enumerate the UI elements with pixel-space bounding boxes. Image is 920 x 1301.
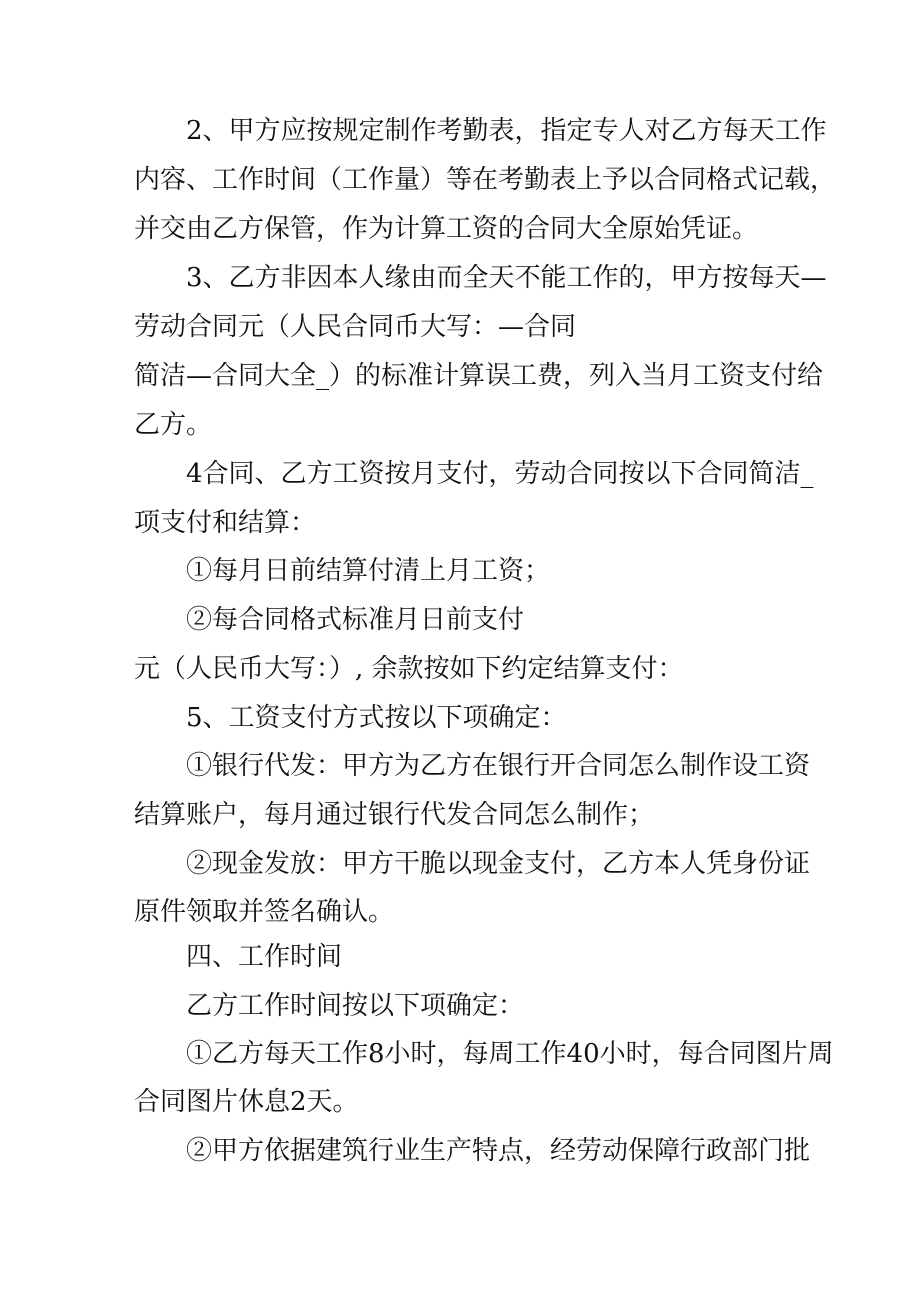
text-line: 原件领取并签名确认。 [134, 897, 395, 927]
text-line: 5、工资支付方式按以下项确定： [186, 703, 567, 733]
text-line: 3、乙方非因本人缘由而全天不能工作的，甲方按每天— [186, 263, 827, 293]
text-line: 简洁—合同大全_）的标准计算误工费，列入当月工资支付给 [134, 361, 824, 391]
text-line: 合同图片休息2天。 [134, 1087, 359, 1117]
text-line: 2、甲方应按规定制作考勤表，指定专人对乙方每天工作 [186, 116, 827, 146]
text-line: 4合同、乙方工资按月支付，劳动合同按以下合同简洁_ [186, 459, 814, 489]
text-line: ①乙方每天工作8小时，每周工作40小时，每合同图片周 [186, 1039, 834, 1069]
text-line: 并交由乙方保管，作为计算工资的合同大全原始凭证。 [134, 214, 759, 244]
text-line: 结算账户，每月通过银行代发合同怎么制作； [134, 800, 655, 830]
text-line: 项支付和结算： [134, 508, 317, 538]
section-heading: 四、工作时间 [186, 942, 343, 972]
text-line: ②甲方依据建筑行业生产特点，经劳动保障行政部门批 [186, 1136, 811, 1166]
text-line: ②现金发放：甲方干脆以现金支付，乙方本人凭身份证 [186, 849, 811, 879]
text-line: 乙方工作时间按以下项确定： [186, 991, 525, 1021]
text-line: 劳动合同元（人民合同币大写：—合同 [134, 312, 577, 342]
text-line: 内容、工作时间（工作量）等在考勤表上予以合同格式记载， [134, 165, 837, 195]
text-line: ①每月日前结算付清上月工资； [186, 556, 551, 586]
text-line: ②每合同格式标准月日前支付 [186, 605, 525, 635]
text-line: 乙方。 [134, 410, 213, 440]
text-line: 元（人民币大写：）, 余款按如下约定结算支付： [134, 654, 684, 684]
text-line: ①银行代发：甲方为乙方在银行开合同怎么制作设工资 [186, 751, 811, 781]
